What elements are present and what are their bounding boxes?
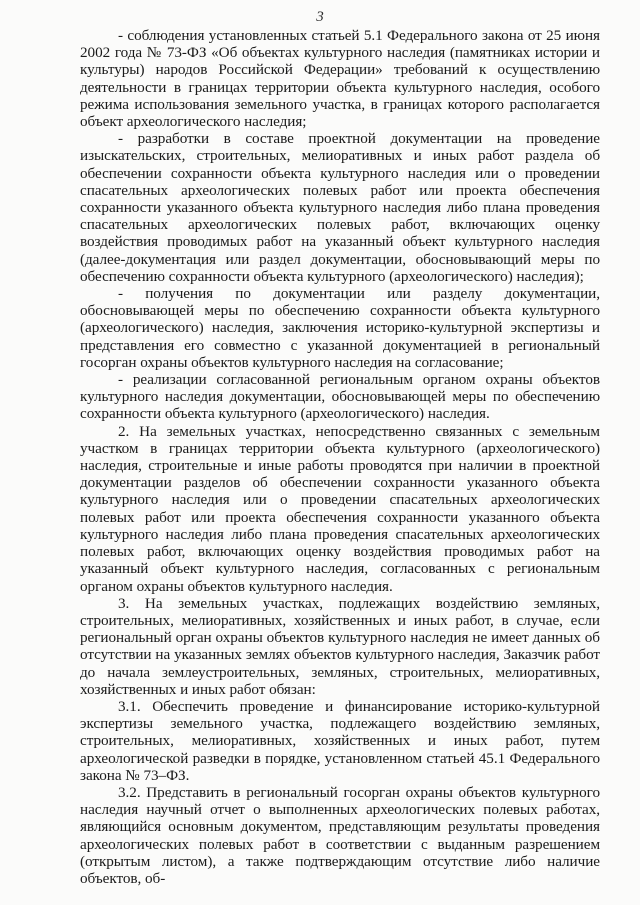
document-body	[80, 27, 600, 887]
paragraph-implementation: - реализации согласованной региональным органом охраны объектов культурного наследия документации, обосновывающей меры по обеспечению сохранности объекта культурного (археологического) наследия.	[80, 371, 600, 423]
page-number: 3	[316, 9, 324, 25]
paragraph-compliance-requirements: - соблюдения установленных статьей 5.1 Федерального закона от 25 июня 2002 года № 73-ФЗ «Об объектах культурного наследия (памятниках истории и культуры) народов Российской Федерации» требований к осуществлению деятельности в границах территории объекта культурного наследия, особого режима использования земельного участка, в границах которого располагается объект археологического наследия;	[80, 27, 600, 131]
paragraph-project-documentation: - разработки в составе проектной документации на проведение изыскательских, строительных, мелиоративных и иных работ раздела об обеспечении сохранности объекта культурного наследия или о проведении спасательных археологических полевых работ или проекта обеспечения сохранности указанного объекта культурного наследия либо плана проведения спасательных археологических полевых работ, включающих оценку воздействия проводимых работ на указанный объект культурного наследия (далее-документация или раздел документации, обосновывающий меры по обеспечению сохранности объекта культурного (археологического) наследия);	[80, 130, 600, 285]
paragraph-clause-3: 3. На земельных участках, подлежащих воздействию земляных, строительных, мелиоративных, хозяйственных и иных работ, в случае, если региональный орган охраны объектов культурного наследия не имеет данных об отсутствии на указанных землях объектов культурного наследия, Заказчик работ до начала землеустроительных, земляных, строительных, мелиоративных, хозяйственных и иных работ обязан:	[80, 594, 600, 698]
paragraph-expert-review: - получения по документации или разделу документации, обосновывающей меры по обеспечению сохранности объекта культурного (археологического) наследия, заключения историко-культурной экспертизы и представления его совместно с указанной документацией в региональный госорган охраны объектов культурного наследия на согласование;	[80, 285, 600, 371]
paragraph-clause-2: 2. На земельных участках, непосредственно связанных с земельным участком в границах территории объекта культурного (археологического) наследия, строительные и иные работы проводятся при наличии в проектной документации разделов об обеспечении сохранности указанного объекта культурного наследия или о проведении спасательных археологических полевых работ или проекта обеспечения сохранности указанного объекта культурного наследия либо плана проведения спасательных археологических полевых работ, включающих оценку воздействия проводимых работ на указанный объект культурного наследия, согласованных с региональным органом охраны объектов культурного наследия.	[80, 422, 600, 595]
paragraph-clause-3-1: 3.1. Обеспечить проведение и финансирование историко-культурной экспертизы земельного участка, подлежащего воздействию земляных, строительных, мелиоративных, хозяйственных и иных работ, путем археологической разведки в порядке, установленном статьей 45.1 Федерального закона № 73–ФЗ.	[80, 697, 600, 784]
paragraph-clause-3-2: 3.2. Представить в региональный госорган охраны объектов культурного наследия научный отчет о выполненных археологических полевых работах, являющийся основным документом, представляющим результаты проведения археологических полевых работ в соответствии с выданным разрешением (открытым листом), а также подтверждающим отсутствие либо наличие объектов, об-	[80, 783, 600, 887]
